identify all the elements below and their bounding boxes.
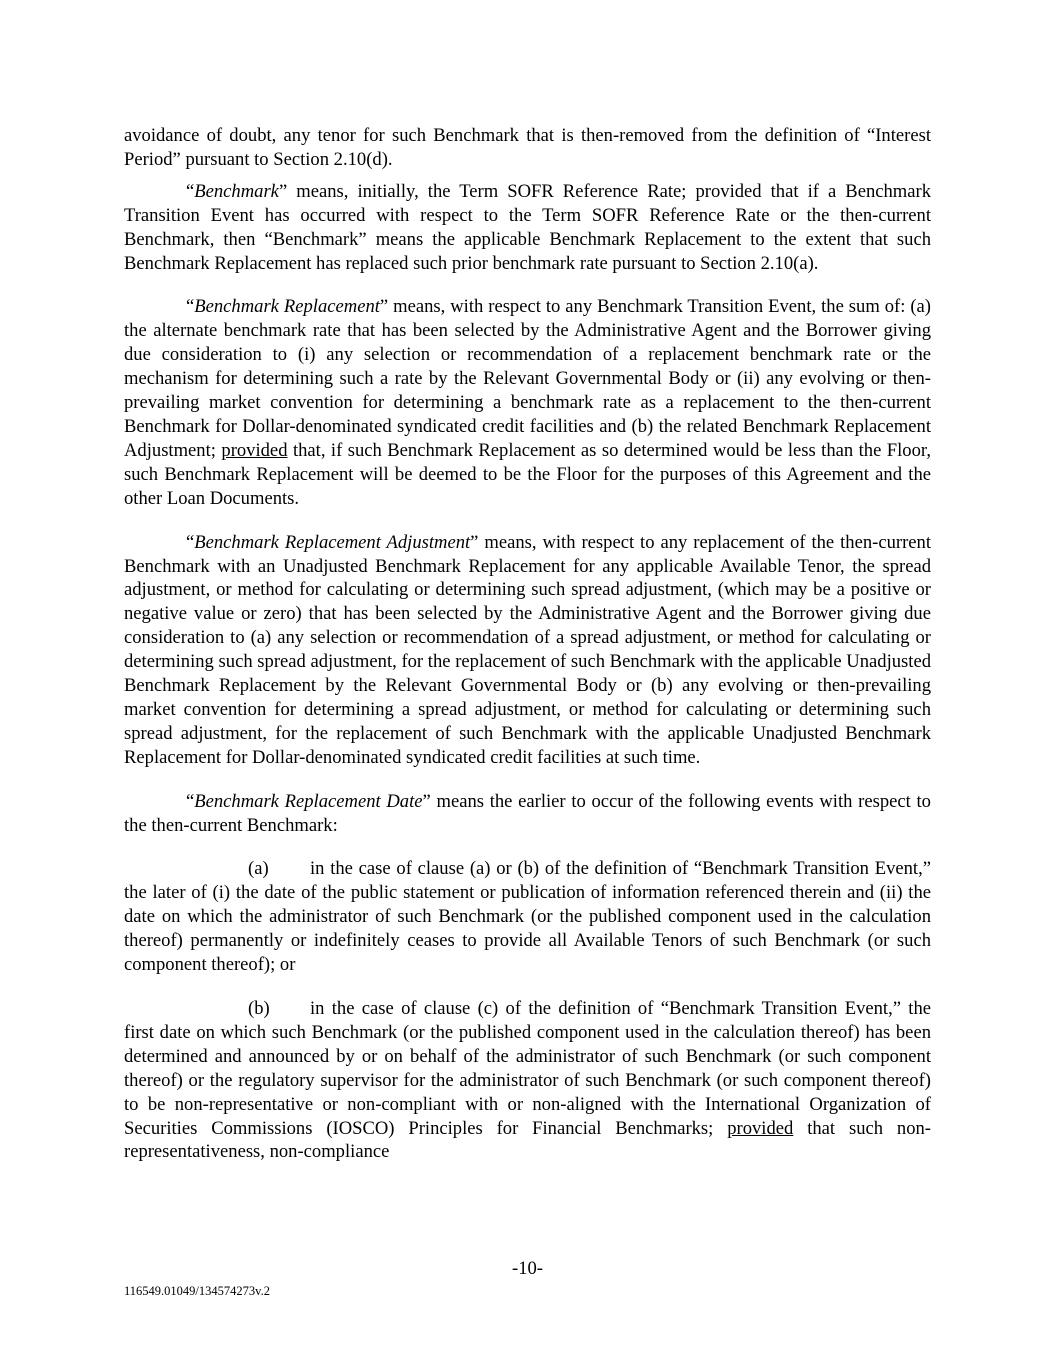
document-id: 116549.01049/134574273v.2 [124,1284,270,1298]
paragraph-text: avoidance of doubt, any tenor for such Benchmark that is then-removed from the definition of “Interest Period” pursuant to Section 2.10(d). [124,125,931,170]
paragraph-continuation [124,124,931,172]
clause-text: in the case of clause (a) or (b) of the definition of “Benchmark Transition Event,” the later of (i) the date of the public statement or publication of information referenced therein and (ii) the date on which the administrator of such Benchmark (or the published component used in the calculation thereof) permanently or indefinitely ceases to provide all Available Tenors of such Benchmark (or such component thereof); or [124,858,931,976]
page-number: -10- [512,1258,543,1279]
open-quote: “ [186,296,195,318]
defined-term: Benchmark Replacement Date [194,790,423,812]
defined-term: Benchmark Replacement [194,296,380,318]
open-quote: “ [186,790,195,812]
definition-text: ” means the earlier to occur of the following events with respect to the then-current Benchmark: [124,790,931,836]
clause-label: (b) [248,998,270,1019]
defined-term: Benchmark Replacement Adjustment [194,531,471,553]
clause-label: (a) [248,858,269,880]
open-quote: “ [186,180,195,202]
definition-text: ” means, with respect to any replacement of the then-current Benchmark with an Unadjusted Benchmark Replacement for any applicable Available Tenor, the spread adjustment, or method for calculating or determining such spread adjustment, (which may be a positive or negative value or zero) that has been selected by the Administrative Agent and the Borrower giving due consideration to (a) any selection or recommendation of a spread adjustment, or method for calculating or determining such spread adjustment, for the replacement of such Benchmark with the applicable Unadjusted Benchmark Replacement by the Relevant Governmental Body or (b) any evolving or then-prevailing market convention for determining a spread adjustment, or method for calculating or determining such spread adjustment, for the replacement of such Benchmark with the applicable Unadjusted Benchmark Replacement for Dollar-denominated syndicated credit facilities at such time. [124,531,931,768]
open-quote: “ [186,531,195,553]
document-page [124,124,931,1184]
clause-text-continued: that such non-representativeness, non-compliance [124,1117,931,1163]
definition-benchmark-replacement-date [124,790,931,838]
clause-b [124,997,931,1164]
defined-term: Benchmark [194,180,279,202]
clause-a [124,857,931,977]
clause-text: in the case of clause (c) of the definition of “Benchmark Transition Event,” the first date on which such Benchmark (or the published component used in the calculation thereof) has been determined and announced by or on behalf of the administrator of such Benchmark (or such component thereof) or the regulatory supervisor for the administrator of such Benchmark (or such component thereof) to be non-representative or non-compliant with or non-aligned with the International Organization of Securities Commissions (IOSCO) Principles for Financial Benchmarks; [124,998,931,1139]
underlined-proviso: provided [727,1117,794,1139]
definition-benchmark [124,180,931,276]
underlined-proviso: provided [221,439,288,461]
definition-text: ” means, initially, the Term SOFR Reference Rate; provided that if a Benchmark Transition Event has occurred with respect to the Term SOFR Reference Rate or the then-current Benchmark, then “Benchmark” means the applicable Benchmark Replacement to the extent that such Benchmark Replacement has replaced such prior benchmark rate pursuant to Section 2.10(a). [124,180,931,274]
definition-text: ” means, with respect to any Benchmark Transition Event, the sum of: (a) the alternate benchmark rate that has been selected by the Administrative Agent and the Borrower giving due consideration to (i) any selection or recommendation of a replacement benchmark rate or the mechanism for determining such a rate by the Relevant Governmental Body or (ii) any evolving or then-prevailing market convention for determining a benchmark rate as a replacement to the then-current Benchmark for Dollar-denominated syndicated credit facilities and (b) the related Benchmark Replacement Adjustment; [124,296,931,461]
definition-benchmark-replacement [124,295,931,510]
definition-text-continued: that, if such Benchmark Replacement as so determined would be less than the Floor, such Benchmark Replacement will be deemed to be the Floor for the purposes of this Agreement and the other Loan Documents. [124,439,931,509]
definition-benchmark-replacement-adjustment [124,531,931,770]
